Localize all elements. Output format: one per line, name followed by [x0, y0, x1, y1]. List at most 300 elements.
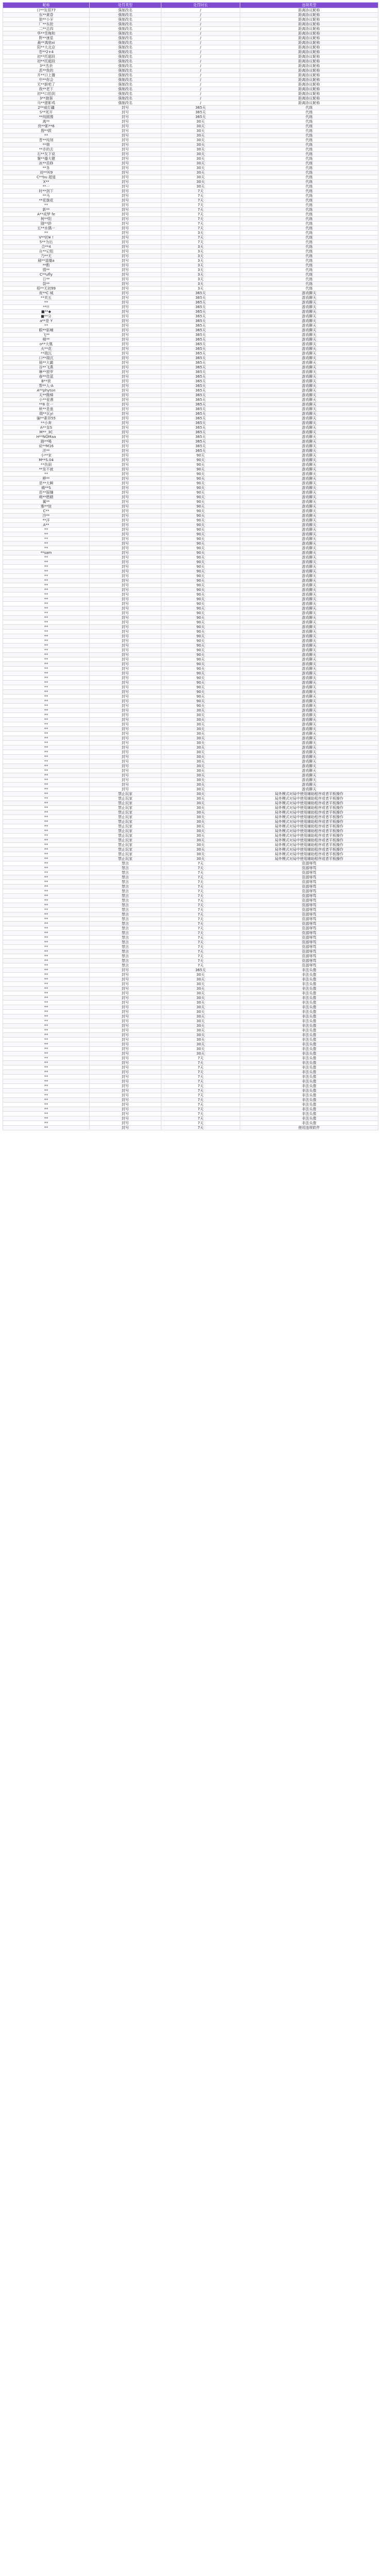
table-row: [3, 78, 378, 82]
cell-penalty-type: 封号: [90, 616, 161, 620]
cell-penalty-type: 封号: [90, 384, 161, 388]
cell-violation-type: 代练: [240, 263, 378, 268]
cell-penalty-duration: 30天: [161, 133, 240, 138]
table-row: [3, 977, 378, 982]
cell-penalty-type: 强制改名: [90, 36, 161, 41]
cell-penalty-duration: 30天: [161, 973, 240, 977]
cell-nickname: **: [3, 1084, 90, 1089]
cell-nickname: **: [3, 1121, 90, 1126]
table-row: [3, 713, 378, 718]
cell-violation-type: 局外模式对局中使用辅助程序或者平板操作: [240, 843, 378, 848]
cell-nickname: ■**◆: [3, 310, 90, 314]
table-row: [3, 147, 378, 152]
table-row: [3, 73, 378, 78]
cell-nickname: **: [3, 959, 90, 963]
cell-penalty-duration: 7天: [161, 885, 240, 889]
cell-violation-type: 资源辱骂: [240, 940, 378, 945]
cell-nickname: 冷**: [3, 514, 90, 518]
cell-penalty-type: 封号: [90, 620, 161, 625]
cell-penalty-type: 封号: [90, 1103, 161, 1107]
cell-penalty-type: 封号: [90, 472, 161, 477]
cell-nickname: 自**记组: [3, 249, 90, 254]
table-row: [3, 722, 378, 727]
table-row: [3, 449, 378, 453]
cell-violation-type: 游戏聊天: [240, 444, 378, 449]
cell-nickname: **: [3, 926, 90, 931]
cell-penalty-type: 封号: [90, 1112, 161, 1116]
cell-penalty-type: 封号: [90, 1121, 161, 1126]
cell-penalty-type: 封号: [90, 1061, 161, 1065]
cell-penalty-type: 封号: [90, 713, 161, 718]
cell-penalty-type: 禁止玩家: [90, 834, 161, 838]
cell-penalty-type: 强制改名: [90, 22, 161, 27]
cell-penalty-type: 禁言: [90, 871, 161, 875]
cell-penalty-duration: 30天: [161, 184, 240, 189]
cell-penalty-duration: 30天: [161, 987, 240, 991]
cell-penalty-type: 封号: [90, 115, 161, 120]
table-row: [3, 912, 378, 917]
cell-violation-type: 代练: [240, 166, 378, 171]
cell-violation-type: 游戏聊天: [240, 634, 378, 639]
cell-penalty-type: 禁止玩家: [90, 815, 161, 820]
table-row: [3, 184, 378, 189]
table-row: [3, 796, 378, 801]
cell-violation-type: 游戏聊天: [240, 704, 378, 708]
cell-nickname: **: [3, 300, 90, 305]
cell-violation-type: 距离协议昵称: [240, 55, 378, 59]
cell-violation-type: 游戏聊天: [240, 481, 378, 486]
cell-violation-type: 资源辱骂: [240, 899, 378, 903]
table-row: [3, 1065, 378, 1070]
cell-penalty-duration: 365天: [161, 968, 240, 973]
cell-nickname: **: [3, 996, 90, 1001]
cell-penalty-type: 强制改名: [90, 69, 161, 73]
cell-penalty-duration: 365天: [161, 379, 240, 384]
table-row: [3, 755, 378, 759]
cell-penalty-duration: 3天: [161, 254, 240, 259]
cell-violation-type: 游戏聊天: [240, 439, 378, 444]
cell-violation-type: 代练: [240, 254, 378, 259]
cell-nickname: A**: [3, 523, 90, 528]
cell-violation-type: 游戏聊天: [240, 314, 378, 319]
cell-penalty-type: 封号: [90, 444, 161, 449]
cell-penalty-duration: 90天: [161, 472, 240, 477]
table-row: [3, 917, 378, 922]
cell-penalty-duration: 365天: [161, 115, 240, 120]
cell-penalty-type: 封号: [90, 574, 161, 579]
table-row: [3, 1116, 378, 1121]
cell-penalty-duration: 7天: [161, 899, 240, 903]
cell-penalty-type: 封号: [90, 273, 161, 277]
table-row: [3, 110, 378, 115]
cell-penalty-duration: 90天: [161, 537, 240, 541]
table-row: [3, 569, 378, 574]
cell-penalty-duration: 7天: [161, 226, 240, 231]
table-row: [3, 1084, 378, 1089]
cell-penalty-duration: /: [161, 8, 240, 13]
table-row: [3, 50, 378, 55]
cell-violation-type: 代练: [240, 152, 378, 157]
cell-nickname: **: [3, 569, 90, 574]
cell-violation-type: 游戏聊天: [240, 514, 378, 518]
cell-violation-type: 资源辱骂: [240, 880, 378, 885]
cell-penalty-duration: 90天: [161, 671, 240, 676]
cell-penalty-duration: 365天: [161, 388, 240, 393]
cell-penalty-type: 封号: [90, 699, 161, 704]
cell-nickname: **: [3, 625, 90, 630]
table-row: [3, 750, 378, 755]
cell-nickname: **: [3, 977, 90, 982]
cell-violation-type: 距离协议昵称: [240, 8, 378, 13]
cell-violation-type: 游戏聊天: [240, 625, 378, 630]
table-row: [3, 829, 378, 834]
cell-penalty-duration: 90天: [161, 495, 240, 500]
cell-violation-type: 资源辱骂: [240, 950, 378, 954]
cell-nickname: **: [3, 681, 90, 685]
cell-penalty-duration: /: [161, 36, 240, 41]
cell-violation-type: 代练: [240, 277, 378, 282]
cell-nickname: **: [3, 1056, 90, 1061]
cell-violation-type: 游戏聊天: [240, 421, 378, 426]
cell-nickname: **: [3, 1112, 90, 1116]
table-row: [3, 1061, 378, 1065]
cell-nickname: **: [3, 792, 90, 796]
cell-penalty-type: 禁止玩家: [90, 820, 161, 824]
cell-penalty-duration: 30天: [161, 727, 240, 732]
table-row: [3, 500, 378, 504]
cell-violation-type: 游戏聊天: [240, 778, 378, 783]
cell-penalty-duration: 30天: [161, 1042, 240, 1047]
cell-violation-type: 游戏聊天: [240, 310, 378, 314]
cell-violation-type: 局外模式对局中使用辅助程序或者平板操作: [240, 796, 378, 801]
cell-nickname: 裂**: [3, 282, 90, 286]
cell-penalty-duration: 7天: [161, 189, 240, 194]
cell-penalty-type: 封号: [90, 991, 161, 996]
cell-penalty-type: 封号: [90, 226, 161, 231]
cell-penalty-duration: 7天: [161, 908, 240, 912]
cell-penalty-type: 封号: [90, 648, 161, 653]
cell-violation-type: 资源辱骂: [240, 945, 378, 950]
cell-penalty-type: 封号: [90, 1084, 161, 1089]
table-row: [3, 282, 378, 286]
table-row: [3, 681, 378, 685]
cell-penalty-type: 封号: [90, 630, 161, 634]
cell-penalty-type: 封号: [90, 342, 161, 347]
cell-violation-type: 代练: [240, 249, 378, 254]
cell-violation-type: 游戏聊天: [240, 384, 378, 388]
cell-penalty-type: 强制改名: [90, 50, 161, 55]
cell-violation-type: 代练: [240, 245, 378, 249]
cell-violation-type: 代练: [240, 198, 378, 203]
cell-penalty-duration: 90天: [161, 606, 240, 611]
cell-violation-type: 游戏聊天: [240, 407, 378, 412]
cell-penalty-duration: 365天: [161, 416, 240, 421]
table-row: [3, 124, 378, 129]
cell-nickname: 初**口拍到: [3, 92, 90, 96]
cell-violation-type: 代练: [240, 184, 378, 189]
cell-penalty-type: 封号: [90, 133, 161, 138]
table-row: [3, 773, 378, 778]
cell-penalty-type: 封号: [90, 152, 161, 157]
header-row: [3, 3, 378, 8]
cell-penalty-duration: 30天: [161, 1024, 240, 1028]
cell-nickname: **: [3, 653, 90, 657]
cell-penalty-type: 封号: [90, 180, 161, 184]
cell-violation-type: 游戏聊天: [240, 685, 378, 690]
cell-penalty-duration: 7天: [161, 1112, 240, 1116]
cell-nickname: 刘**叫9: [3, 171, 90, 175]
cell-violation-type: 非法头像: [240, 1033, 378, 1038]
table-row: [3, 439, 378, 444]
cell-violation-type: 游戏聊天: [240, 546, 378, 551]
cell-violation-type: 游戏聊天: [240, 375, 378, 379]
cell-penalty-duration: 365天: [161, 310, 240, 314]
cell-penalty-duration: 365天: [161, 435, 240, 439]
cell-violation-type: 游戏聊天: [240, 379, 378, 384]
cell-penalty-type: 封号: [90, 161, 161, 166]
cell-nickname: **: [3, 861, 90, 866]
table-row: [3, 574, 378, 579]
cell-penalty-duration: 7天: [161, 1103, 240, 1107]
table-row: [3, 426, 378, 430]
table-row: [3, 583, 378, 588]
table-row: [3, 616, 378, 620]
table-row: [3, 59, 378, 64]
cell-violation-type: 资源辱骂: [240, 908, 378, 912]
table-row: [3, 286, 378, 291]
cell-penalty-type: 封号: [90, 750, 161, 755]
cell-nickname: **: [3, 1126, 90, 1130]
cell-penalty-type: 封号: [90, 667, 161, 671]
cell-violation-type: 局外模式对局中使用辅助程序或者平板操作: [240, 857, 378, 861]
table-row: [3, 18, 378, 22]
cell-penalty-type: 封号: [90, 351, 161, 356]
cell-nickname: **: [3, 1061, 90, 1065]
cell-penalty-type: 封号: [90, 147, 161, 152]
cell-penalty-duration: 90天: [161, 583, 240, 588]
cell-violation-type: 局外模式对局中使用辅助程序或者平板操作: [240, 848, 378, 852]
table-row: [3, 685, 378, 690]
cell-penalty-type: 封号: [90, 982, 161, 987]
cell-violation-type: 资源辱骂: [240, 871, 378, 875]
cell-nickname: **: [3, 1005, 90, 1010]
cell-penalty-duration: 3天: [161, 268, 240, 273]
table-row: [3, 1079, 378, 1084]
cell-penalty-type: 封号: [90, 537, 161, 541]
cell-penalty-type: 封号: [90, 106, 161, 110]
cell-penalty-type: 封号: [90, 653, 161, 657]
table-row: [3, 662, 378, 667]
cell-violation-type: 使用违规软件: [240, 1126, 378, 1130]
cell-nickname: **: [3, 875, 90, 880]
cell-penalty-duration: 30天: [161, 991, 240, 996]
cell-nickname: 秋**是蛊: [3, 407, 90, 412]
table-row: [3, 1052, 378, 1056]
cell-violation-type: 非法头像: [240, 1061, 378, 1065]
table-row: [3, 810, 378, 815]
cell-violation-type: 游戏聊天: [240, 653, 378, 657]
cell-penalty-duration: 30天: [161, 792, 240, 796]
table-row: [3, 120, 378, 124]
cell-nickname: 我**老下: [3, 87, 90, 92]
cell-penalty-type: 封号: [90, 495, 161, 500]
table-row: [3, 133, 378, 138]
cell-penalty-type: 封号: [90, 426, 161, 430]
table-row: [3, 815, 378, 820]
cell-penalty-type: 封号: [90, 143, 161, 147]
cell-penalty-type: 封号: [90, 240, 161, 245]
cell-penalty-duration: 3天: [161, 286, 240, 291]
cell-nickname: 夜**C 城: [3, 291, 90, 296]
cell-nickname: **鼎: [3, 143, 90, 147]
cell-nickname: **: [3, 690, 90, 694]
cell-penalty-type: 禁言: [90, 936, 161, 940]
table-row: [3, 899, 378, 903]
table-row: [3, 848, 378, 852]
cell-violation-type: 距离协议昵称: [240, 41, 378, 45]
cell-violation-type: 游戏聊天: [240, 713, 378, 718]
cell-penalty-duration: 7天: [161, 931, 240, 936]
cell-nickname: **: [3, 671, 90, 676]
cell-penalty-type: 强制改名: [90, 82, 161, 87]
cell-penalty-duration: 365天: [161, 426, 240, 430]
cell-penalty-duration: 90天: [161, 611, 240, 616]
cell-penalty-type: 封号: [90, 490, 161, 495]
cell-penalty-type: 封号: [90, 657, 161, 662]
table-row: [3, 1019, 378, 1024]
cell-penalty-type: 封号: [90, 736, 161, 741]
table-row: [3, 551, 378, 555]
header-nickname: 昵称: [3, 3, 90, 8]
cell-penalty-type: 封号: [90, 263, 161, 268]
cell-penalty-type: 禁言: [90, 917, 161, 922]
cell-violation-type: 游戏聊天: [240, 370, 378, 375]
cell-penalty-type: 禁止玩家: [90, 796, 161, 801]
cell-violation-type: 局外模式对局中使用辅助程序或者平板操作: [240, 792, 378, 796]
cell-violation-type: 资源辱骂: [240, 885, 378, 889]
cell-penalty-duration: /: [161, 41, 240, 45]
cell-penalty-duration: 365天: [161, 296, 240, 300]
cell-penalty-duration: /: [161, 64, 240, 69]
cell-penalty-type: 封号: [90, 222, 161, 226]
cell-violation-type: 游戏聊天: [240, 648, 378, 653]
cell-nickname: **: [3, 662, 90, 667]
cell-penalty-duration: 30天: [161, 713, 240, 718]
cell-violation-type: 距离协议昵称: [240, 69, 378, 73]
cell-penalty-type: 封号: [90, 987, 161, 991]
table-row: [3, 157, 378, 161]
cell-penalty-type: 强制改名: [90, 87, 161, 92]
cell-nickname: 晋**纯刻: [3, 138, 90, 143]
cell-penalty-duration: 7天: [161, 871, 240, 875]
cell-violation-type: 距离协议昵称: [240, 45, 378, 50]
cell-penalty-type: 封号: [90, 361, 161, 365]
table-row: [3, 504, 378, 509]
cell-penalty-type: 封号: [90, 509, 161, 514]
cell-penalty-type: 封号: [90, 305, 161, 310]
table-row: [3, 388, 378, 393]
table-row: [3, 597, 378, 602]
table-row: [3, 936, 378, 940]
cell-penalty-type: 封号: [90, 300, 161, 305]
cell-violation-type: 资源辱骂: [240, 963, 378, 968]
cell-penalty-type: 封号: [90, 583, 161, 588]
cell-penalty-duration: 7天: [161, 217, 240, 222]
cell-penalty-type: 封号: [90, 634, 161, 639]
cell-nickname: **: [3, 667, 90, 671]
cell-violation-type: 距离协议昵称: [240, 31, 378, 36]
cell-violation-type: 局外模式对局中使用辅助程序或者平板操作: [240, 834, 378, 838]
cell-nickname: **: [3, 704, 90, 708]
table-row: [3, 1103, 378, 1107]
cell-penalty-type: 封号: [90, 504, 161, 509]
cell-penalty-duration: 30天: [161, 787, 240, 792]
cell-penalty-duration: 365天: [161, 361, 240, 365]
table-row: [3, 778, 378, 783]
cell-nickname: **: [3, 783, 90, 787]
cell-penalty-duration: /: [161, 87, 240, 92]
table-body: [3, 8, 378, 1130]
cell-penalty-type: 封号: [90, 787, 161, 792]
cell-penalty-type: 封号: [90, 189, 161, 194]
cell-violation-type: 非法头像: [240, 1047, 378, 1052]
table-row: [3, 643, 378, 648]
cell-penalty-duration: 7天: [161, 212, 240, 217]
table-row: [3, 532, 378, 537]
cell-violation-type: 距离协议昵称: [240, 22, 378, 27]
cell-violation-type: 游戏聊天: [240, 537, 378, 541]
cell-penalty-type: 强制改名: [90, 27, 161, 31]
cell-violation-type: 非法头像: [240, 1014, 378, 1019]
cell-nickname: **: [3, 829, 90, 834]
cell-violation-type: 游戏聊天: [240, 579, 378, 583]
cell-nickname: 侠**影**6: [3, 124, 90, 129]
table-row: [3, 537, 378, 541]
cell-nickname: **: [3, 745, 90, 750]
cell-penalty-duration: 365天: [161, 356, 240, 361]
cell-penalty-duration: 90天: [161, 518, 240, 523]
cell-nickname: **: [3, 630, 90, 634]
cell-penalty-type: 封号: [90, 764, 161, 769]
table-row: [3, 370, 378, 375]
table-row: [3, 657, 378, 662]
cell-nickname: **: [3, 912, 90, 917]
cell-nickname: **: [3, 565, 90, 569]
cell-penalty-duration: 90天: [161, 685, 240, 690]
cell-penalty-type: 封号: [90, 259, 161, 263]
cell-penalty-type: 禁止玩家: [90, 806, 161, 810]
cell-violation-type: 资源辱骂: [240, 889, 378, 894]
cell-penalty-type: 封号: [90, 171, 161, 175]
cell-penalty-duration: 30天: [161, 773, 240, 778]
cell-penalty-type: 封号: [90, 968, 161, 973]
cell-nickname: 冰**苗修: [3, 161, 90, 166]
cell-nickname: X**: [3, 180, 90, 184]
cell-penalty-duration: 90天: [161, 458, 240, 463]
cell-violation-type: 距离协议昵称: [240, 73, 378, 78]
cell-penalty-duration: 30天: [161, 161, 240, 166]
cell-nickname: **: [3, 532, 90, 537]
cell-penalty-duration: /: [161, 59, 240, 64]
table-row: [3, 235, 378, 240]
cell-nickname: 合**4: [3, 245, 90, 249]
cell-penalty-duration: 90天: [161, 694, 240, 699]
cell-penalty-type: 封号: [90, 398, 161, 402]
cell-nickname: **花旗花: [3, 198, 90, 203]
cell-violation-type: 游戏聊天: [240, 393, 378, 398]
cell-violation-type: 游戏聊天: [240, 342, 378, 347]
table-row: [3, 421, 378, 426]
